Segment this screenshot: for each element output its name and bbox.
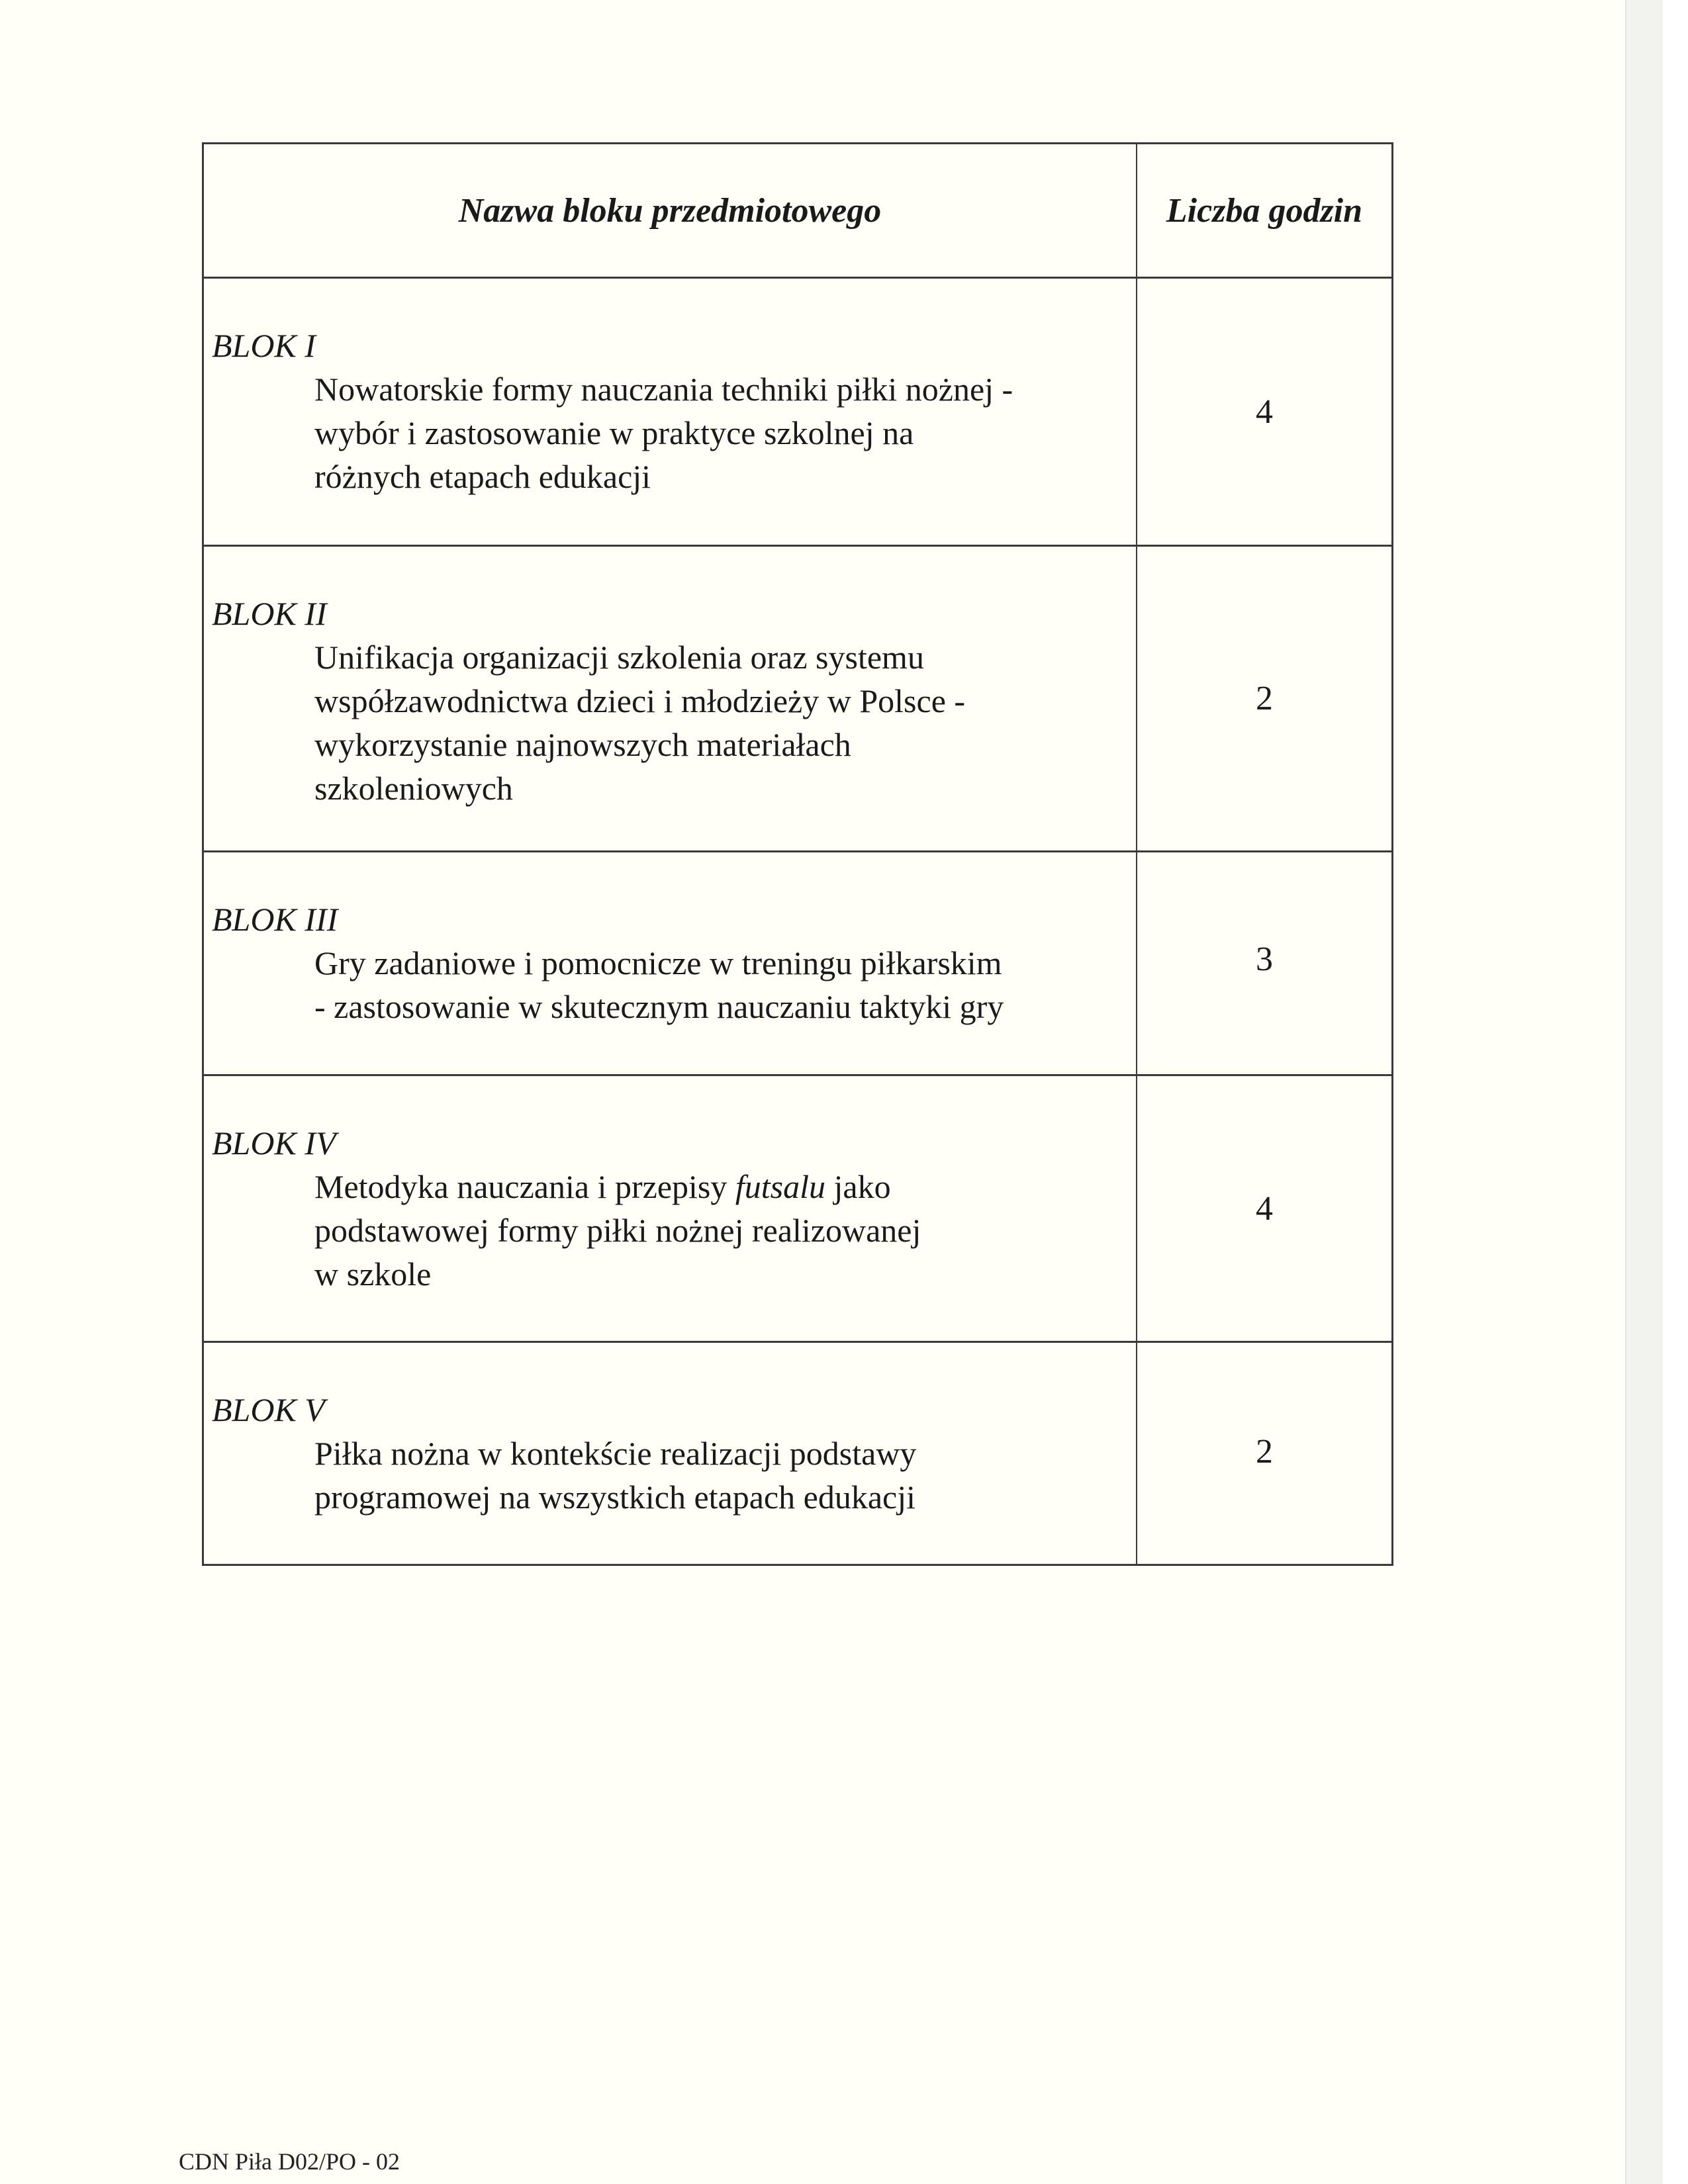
table-header-row xyxy=(204,144,1391,279)
hours-cell xyxy=(1137,1076,1391,1341)
block-description-line: szkoleniowych xyxy=(314,770,513,807)
desc-text: jako xyxy=(825,1168,891,1205)
hours-cell xyxy=(1137,852,1391,1074)
block-label: BLOK II xyxy=(212,595,327,632)
table-row xyxy=(204,279,1391,547)
table-row xyxy=(204,547,1391,852)
hours-value: 4 xyxy=(1256,1189,1273,1228)
table-row xyxy=(204,852,1391,1076)
block-description-line: Nowatorskie formy nauczania techniki piłki nożnej - xyxy=(314,371,1013,408)
block-description-line: współzawodnictwa dzieci i młodzieży w Polsce - xyxy=(314,682,966,719)
block-description-line: podstawowej formy piłki nożnej realizowanej xyxy=(314,1212,921,1249)
table-row xyxy=(204,1343,1391,1564)
block-name-cell xyxy=(204,852,1137,1074)
block-name-cell xyxy=(204,547,1137,850)
block-description-line: wykorzystanie najnowszych materiałach xyxy=(314,726,851,763)
hours-cell xyxy=(1137,279,1391,545)
block-description-line: Gry zadaniowe i pomocnicze w treningu piłkarskim xyxy=(314,944,1002,981)
hours-cell xyxy=(1137,1343,1391,1564)
block-name-cell xyxy=(204,1076,1137,1341)
block-label: BLOK IV xyxy=(212,1124,336,1161)
header-hours-text: Liczba godzin xyxy=(1166,191,1363,230)
block-name-cell xyxy=(204,1343,1137,1564)
hours-cell xyxy=(1137,547,1391,850)
hours-value: 3 xyxy=(1256,940,1273,978)
hours-value: 4 xyxy=(1256,392,1273,431)
block-description-line: Unifikacja organizacji szkolenia oraz systemu xyxy=(314,639,924,676)
document-footer-code: CDN Piła D02/PO - 02 xyxy=(179,2148,400,2175)
block-label: BLOK I xyxy=(212,327,316,364)
scan-edge xyxy=(1625,0,1663,2184)
table-row xyxy=(204,1076,1391,1343)
block-label: BLOK V xyxy=(212,1391,325,1428)
block-description-line: - zastosowanie w skutecznym nauczaniu taktyki gry xyxy=(314,988,1004,1025)
subject-blocks-table xyxy=(202,142,1393,1566)
header-cell-hours xyxy=(1137,144,1391,277)
block-name-cell xyxy=(204,279,1137,545)
header-name-text: Nazwa bloku przedmiotowego xyxy=(458,191,882,230)
hours-value: 2 xyxy=(1256,1433,1273,1471)
hours-value: 2 xyxy=(1256,680,1273,717)
block-description-line: programowej na wszystkich etapach edukacji xyxy=(314,1479,915,1516)
block-description-line: w szkole xyxy=(314,1255,432,1293)
block-description-line xyxy=(212,1165,1136,1208)
desc-text: Metodyka nauczania i przepisy xyxy=(314,1168,735,1205)
desc-italic-term: futsalu xyxy=(735,1168,826,1205)
block-description-line: wybór i zastosowanie w praktyce szkolnej na xyxy=(314,414,914,451)
block-description-line: Piłka nożna w kontekście realizacji podstawy xyxy=(314,1435,917,1472)
block-description-line: różnych etapach edukacji xyxy=(314,458,651,495)
header-cell-name xyxy=(204,144,1137,277)
block-label: BLOK III xyxy=(212,901,338,938)
